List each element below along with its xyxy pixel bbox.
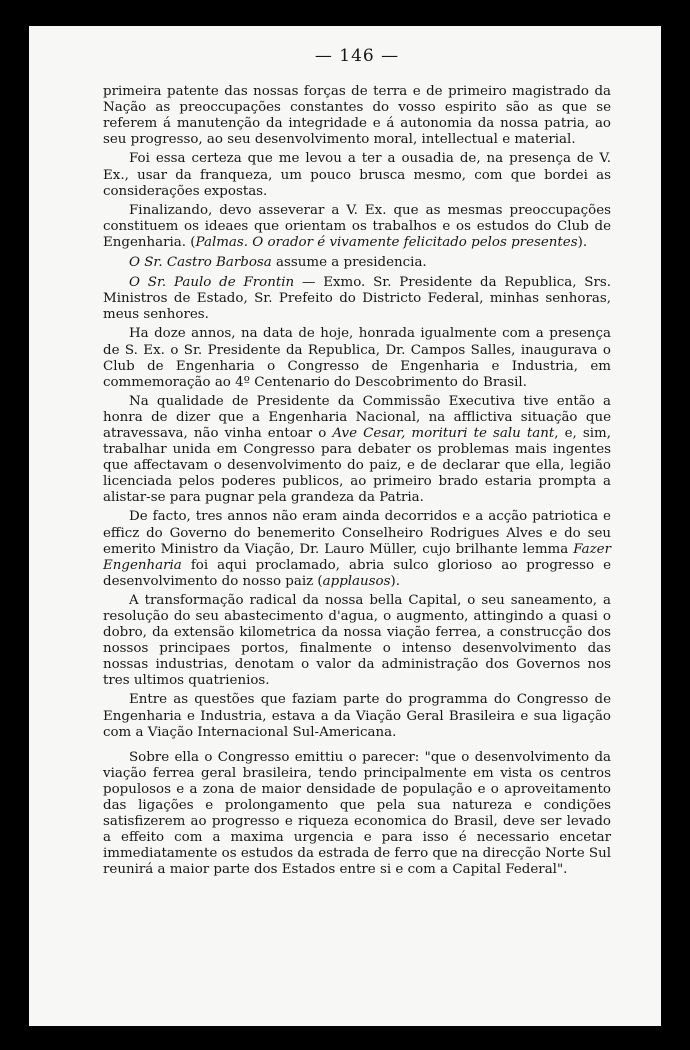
paragraph-3 bbox=[103, 203, 611, 251]
paragraph-9 bbox=[103, 593, 611, 690]
text-segment-italic: Palmas. O orador é vivamente felicitado pelos presentes bbox=[195, 234, 578, 250]
text-segment: assume a presidencia. bbox=[271, 255, 427, 271]
speaker-name: O Sr. Castro Barbosa bbox=[129, 255, 272, 271]
text-segment: A transformação radical da nossa bella Capital, o seu saneamento, a resolução do seu abastecimento d'agua, o augmento, attingindo a quasi o dobro, da extensão kilometrica da nossa viação ferrea, a construcção dos nossos principaes portos, finalmente o intenso desenvolvimento das nossas industrias, denotam o valor da administração dos Governos nos tres ultimos quatrienios. bbox=[103, 592, 611, 689]
paragraph-1 bbox=[103, 84, 611, 148]
text-segment: ). bbox=[390, 573, 400, 589]
text-segment: primeira patente das nossas forças de terra e de primeiro magistrado da Nação as preoccupações constantes do vosso espirito são as que se referem á manutenção da integridade e á autonomia da nossa patria, ao seu progresso, ao seu desenvolvimento moral, intellectual e material. bbox=[103, 84, 611, 148]
paragraph-7 bbox=[103, 394, 611, 507]
text-segment: Sobre ella o Congresso emittiu o parecer: "que o desenvolvimento da viação ferrea geral brasileira, tendo principalmente em vista os centros populosos e a zona de maior densidade de população e o aproveitamento das ligações e prolongamento que pela sua natureza e condições satisfizerem ao progresso e riqueza economica do Brasil, deve ser levado a effeito com a maxima urgencia e para isso é necessario encetar immediatamente os estudos da estrada de ferro que na direcção Norte Sul reunirá a maior parte dos Estados entre si e com a Capital Federal". bbox=[103, 749, 611, 878]
page-number: — 146 — bbox=[314, 46, 400, 66]
text-segment-italic: Ave Cesar, morituri te salu tant bbox=[332, 425, 555, 441]
paragraph-11 bbox=[103, 750, 611, 879]
text-segment: ). bbox=[577, 234, 588, 250]
text-segment-italic: applausos bbox=[322, 573, 391, 589]
paragraph-8 bbox=[103, 509, 611, 589]
book-page bbox=[29, 26, 661, 1026]
text-segment: Entre as questões que faziam parte do programma do Congresso de Engenharia e Industria, estava a da Viação Geral Brasileira e sua ligação com a Viação Internacional Sul-Americana. bbox=[103, 692, 611, 740]
text-segment-italic: Fazer Engenharia bbox=[103, 541, 611, 573]
paragraph-2 bbox=[103, 151, 611, 199]
text-segment: Ha doze annos, na data de hoje, honrada igualmente com a presença de S. Ex. o Sr. Presidente da Republica, Dr. Campos Salles, inaugurava o Club de Engenharia o Congresso de Engenharia e Industria, em commemoração ao 4º Centenario do Descobrimento do Brasil. bbox=[103, 326, 611, 390]
text-segment: De facto, tres annos não eram ainda decorridos e a acção patriotica e efficz do Governo do benemerito Conselheiro Rodrigues Alves e do seu emerito Ministro da Viação, Dr. Lauro Müller, cujo brilhante lemma bbox=[103, 509, 611, 557]
text-segment: , e, sim, trabalhar unida em Congresso para debater os problemas mais ingentes que affectavam o desenvolvimento do paiz, e de declarar que ella, legião licenciada pelos poderes publicos, ao primeiro brado estaria prompta a alistar-se para pugnar pela grandeza da Patria. bbox=[103, 425, 611, 506]
text-segment: foi aqui proclamado, abria sulco glorioso ao progresso e desenvolvimento do nosso paiz ( bbox=[103, 557, 611, 589]
paragraph-10 bbox=[103, 692, 611, 740]
text-segment: Finalizando, devo asseverar a V. Ex. que as mesmas preoccupações constituem os ideaes que orientam os trabalhos e os estudos do Club de Engenharia. ( bbox=[103, 202, 611, 250]
text-segment: Na qualidade de Presidente da Commissão Executiva tive então a honra de dizer que a Engenharia Nacional, na afflictiva situação que atravessava, não vinha entoar o bbox=[103, 393, 611, 441]
paragraph-4 bbox=[103, 255, 611, 271]
speaker-name: O Sr. Paulo de Frontin bbox=[129, 275, 295, 291]
text-segment: Foi essa certeza que me levou a ter a ousadia de, na presença de V. Ex., usar da franqueza, um pouco brusca mesmo, com que bordei as considerações expostas. bbox=[103, 151, 611, 199]
paragraph-5 bbox=[103, 275, 611, 323]
paragraph-6 bbox=[103, 326, 611, 390]
text-segment: — Exmo. Sr. Presidente da Republica, Srs. Ministros de Estado, Sr. Prefeito do Districto Federal, minhas senhoras, meus senhores. bbox=[103, 275, 612, 323]
